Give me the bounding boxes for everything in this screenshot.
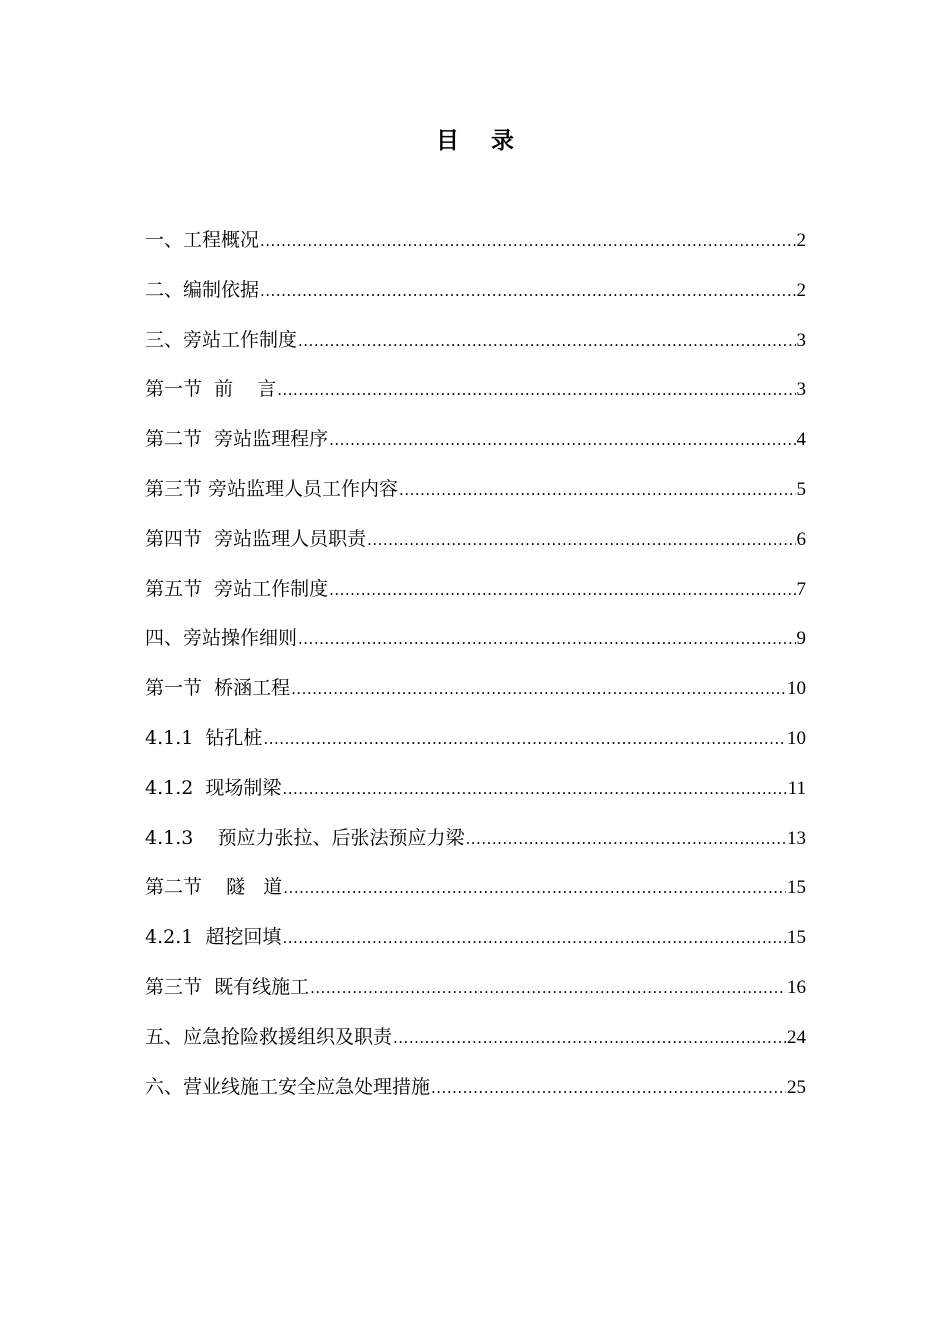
toc-entry-label: 六、营业线施工安全应急处理措施: [145, 1075, 431, 1098]
toc-entry-page-number: 3: [796, 329, 806, 351]
toc-dot-leader: [329, 422, 795, 458]
toc-entry-label: 二、编制依据: [145, 278, 260, 301]
toc-entry-label: 4.1.1 钻孔桩: [145, 726, 263, 749]
toc-entry-page-number: 13: [787, 827, 806, 849]
toc-entry-label: 4.2.1 超挖回填: [145, 926, 282, 949]
toc-dot-leader: [263, 721, 786, 757]
toc-entry-page-number: 15: [787, 927, 806, 949]
toc-entry-label: 第二节 旁站监理程序: [145, 428, 329, 451]
toc-entry-label: 第四节 旁站监理人员职责: [145, 527, 367, 550]
toc-entry-label: 第二节 隧 道: [145, 876, 283, 899]
toc-entry[interactable]: [145, 969, 806, 1019]
toc-dot-leader: [310, 970, 786, 1006]
toc-entry[interactable]: [145, 1069, 806, 1119]
toc-entry[interactable]: [145, 272, 806, 322]
toc-entry-page-number: 24: [787, 1026, 806, 1048]
toc-entry[interactable]: [145, 670, 806, 720]
toc-entry[interactable]: [145, 1019, 806, 1069]
toc-entry-page-number: 11: [787, 777, 806, 799]
toc-entry-page-number: 4: [796, 429, 806, 451]
toc-entry-label: 第一节 桥涵工程: [145, 677, 291, 700]
toc-dot-leader: [291, 671, 786, 707]
toc-dot-leader: [466, 821, 786, 857]
toc-entry[interactable]: [145, 770, 806, 820]
toc-entry[interactable]: [145, 720, 806, 770]
toc-entry-label: 4.1.3 预应力张拉、后张法预应力梁: [145, 826, 465, 849]
toc-entry[interactable]: [145, 919, 806, 969]
toc-dot-leader: [282, 771, 786, 807]
toc-entry-label: 第三节 旁站监理人员工作内容: [145, 477, 399, 500]
toc-entry-page-number: 9: [796, 628, 806, 650]
toc-dot-leader: [260, 223, 795, 259]
toc-entry-page-number: 3: [796, 379, 806, 401]
toc-entry[interactable]: [145, 322, 806, 372]
toc-entry-page-number: 7: [796, 578, 806, 600]
toc-entry[interactable]: [145, 820, 806, 870]
toc-entry-label: 4.1.2 现场制梁: [145, 776, 282, 799]
toc-entry-label: 四、旁站操作细则: [145, 627, 298, 650]
toc-dot-leader: [277, 372, 795, 408]
toc-dot-leader: [298, 323, 795, 359]
toc-entry[interactable]: [145, 371, 806, 421]
toc-dot-leader: [367, 522, 795, 558]
toc-entry[interactable]: [145, 471, 806, 521]
toc-list: [145, 222, 806, 1118]
toc-entry[interactable]: [145, 222, 806, 272]
toc-entry-label: 第五节 旁站工作制度: [145, 577, 329, 600]
toc-entry-label: 五、应急抢险救援组织及职责: [145, 1025, 393, 1048]
toc-entry-label: 第三节 既有线施工: [145, 975, 310, 998]
toc-entry[interactable]: [145, 571, 806, 621]
toc-entry[interactable]: [145, 869, 806, 919]
toc-entry-page-number: 25: [787, 1076, 806, 1098]
toc-dot-leader: [298, 621, 795, 657]
toc-entry-page-number: 2: [796, 230, 806, 251]
toc-dot-leader: [393, 1020, 786, 1056]
toc-entry-label: 第一节 前 言: [145, 378, 277, 401]
toc-dot-leader: [399, 472, 795, 508]
toc-dot-leader: [260, 273, 795, 309]
toc-dot-leader: [282, 920, 786, 956]
toc-entry[interactable]: [145, 521, 806, 571]
toc-entry-page-number: 5: [796, 478, 806, 500]
toc-entry[interactable]: [145, 620, 806, 670]
toc-entry[interactable]: [145, 421, 806, 471]
toc-entry-label: 一、工程概况: [145, 229, 260, 251]
toc-entry-label: 三、旁站工作制度: [145, 328, 298, 351]
toc-entry-page-number: 10: [787, 678, 806, 700]
toc-dot-leader: [431, 1070, 786, 1106]
toc-dot-leader: [283, 870, 786, 906]
toc-entry-page-number: 6: [796, 528, 806, 550]
toc-dot-leader: [329, 572, 795, 608]
toc-entry-page-number: 2: [796, 279, 806, 301]
toc-entry-page-number: 16: [787, 976, 806, 998]
toc-title: 目 录: [435, 127, 526, 154]
toc-entry-page-number: 15: [787, 877, 806, 899]
toc-entry-page-number: 10: [787, 727, 806, 749]
